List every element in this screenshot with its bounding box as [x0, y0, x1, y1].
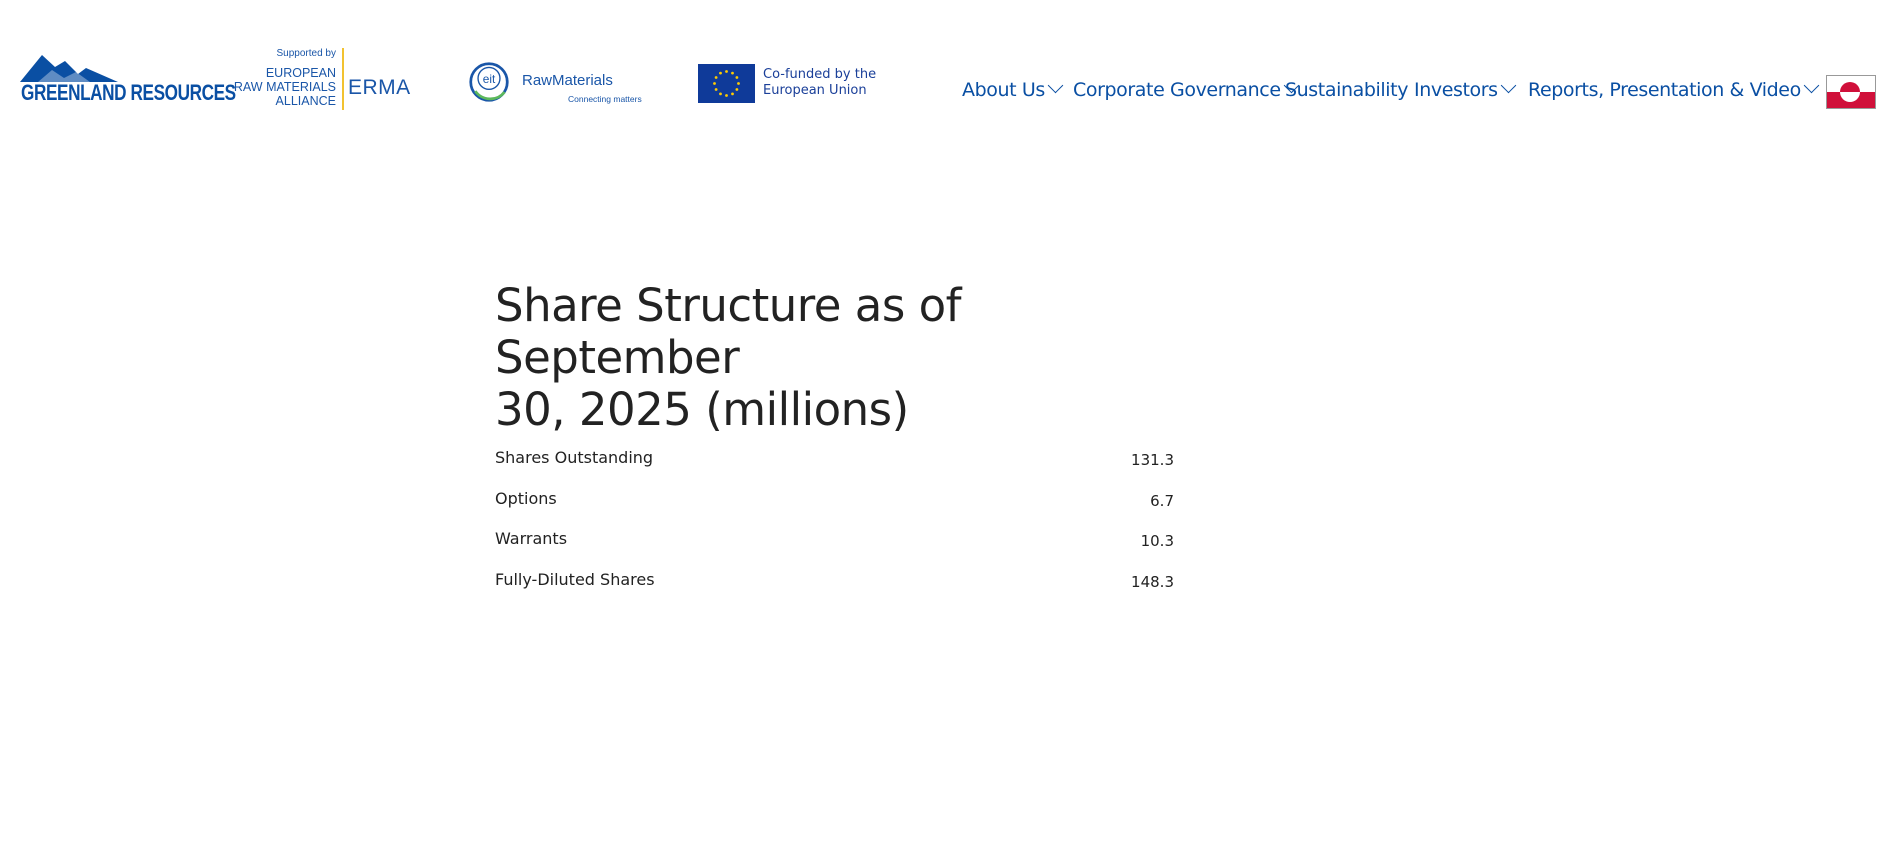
nav-sustainability[interactable]	[1285, 79, 1408, 101]
eu-star-icon	[731, 72, 734, 75]
erma-line-european: EUROPEAN	[265, 66, 336, 80]
mountain-logo-icon	[20, 52, 120, 82]
erma-divider	[342, 48, 344, 110]
nav-reports-label: Reports, Presentation & Video	[1528, 79, 1801, 101]
eu-star-icon	[737, 82, 740, 85]
eu-star-icon	[719, 92, 722, 95]
erma-line-raw-materials: RAW MATERIALS	[233, 80, 336, 94]
eu-star-icon	[715, 76, 718, 79]
greenland-resources-wordmark: GREENLAND RESOURCES	[21, 80, 236, 105]
eu-text-line2: European Union	[763, 83, 867, 98]
erma-line-alliance: ALLIANCE	[275, 94, 336, 108]
nav-about-us[interactable]	[962, 79, 1061, 101]
eu-text-line1: Co-funded by the	[763, 67, 877, 82]
table-row	[495, 448, 1174, 489]
page-title-line2: 30, 2025 (millions)	[495, 383, 909, 436]
row-label: Warrants	[495, 529, 568, 548]
erma-full-name	[234, 66, 336, 108]
eu-star-icon	[715, 88, 718, 91]
eu-star-icon	[735, 76, 738, 79]
eit-rawmaterials-logo[interactable]	[468, 60, 648, 110]
nav-reports-presentation-video[interactable]	[1528, 79, 1817, 101]
row-label: Options	[495, 488, 557, 508]
greenland-flag-icon[interactable]	[1826, 75, 1876, 109]
nav-about-us-label: About Us	[962, 79, 1045, 101]
erma-logo[interactable]	[218, 48, 418, 110]
erma-supported-by: Supported by	[276, 48, 336, 59]
row-label: Fully-Diluted Shares	[495, 569, 655, 589]
row-label: Shares Outstanding	[495, 448, 654, 467]
eu-stars-icon	[698, 64, 755, 103]
eu-star-icon	[719, 72, 722, 75]
nav-investors-label: Investors	[1414, 79, 1498, 101]
eu-star-icon	[713, 82, 716, 85]
row-value: 10.3	[1140, 532, 1174, 550]
greenland-resources-logo[interactable]	[20, 52, 236, 108]
eu-star-icon	[735, 88, 738, 91]
eu-star-icon	[725, 70, 728, 73]
eu-flag-icon	[698, 64, 755, 103]
chevron-down-icon	[1048, 78, 1064, 94]
nav-sustainability-label: Sustainability	[1285, 79, 1409, 101]
nav-corporate-governance-label: Corporate Governance	[1073, 79, 1281, 101]
table-row	[495, 570, 1174, 611]
eu-star-icon	[725, 94, 728, 97]
row-value: 6.7	[1150, 491, 1174, 510]
nav-investors[interactable]	[1414, 79, 1514, 101]
page-title	[495, 280, 1215, 436]
eu-cofunded-logo[interactable]	[698, 64, 878, 104]
site-header	[0, 0, 1898, 130]
eit-tagline: Connecting matters	[568, 94, 642, 104]
row-value: 131.3	[1131, 451, 1174, 469]
table-row	[495, 529, 1174, 570]
share-structure-table	[495, 448, 1174, 610]
erma-wordmark: ERMA	[348, 76, 411, 99]
page-title-line1: Share Structure as of September	[495, 279, 961, 384]
eit-name: RawMaterials	[522, 72, 613, 89]
eu-cofunded-text	[763, 67, 876, 99]
table-row	[495, 489, 1174, 530]
nav-corporate-governance[interactable]	[1073, 79, 1297, 101]
row-value: 148.3	[1131, 572, 1174, 591]
eit-circle-icon	[468, 61, 510, 103]
eit-mark-text: eit	[482, 71, 496, 86]
chevron-down-icon	[1804, 78, 1820, 94]
chevron-down-icon	[1500, 78, 1516, 94]
eu-star-icon	[731, 92, 734, 95]
